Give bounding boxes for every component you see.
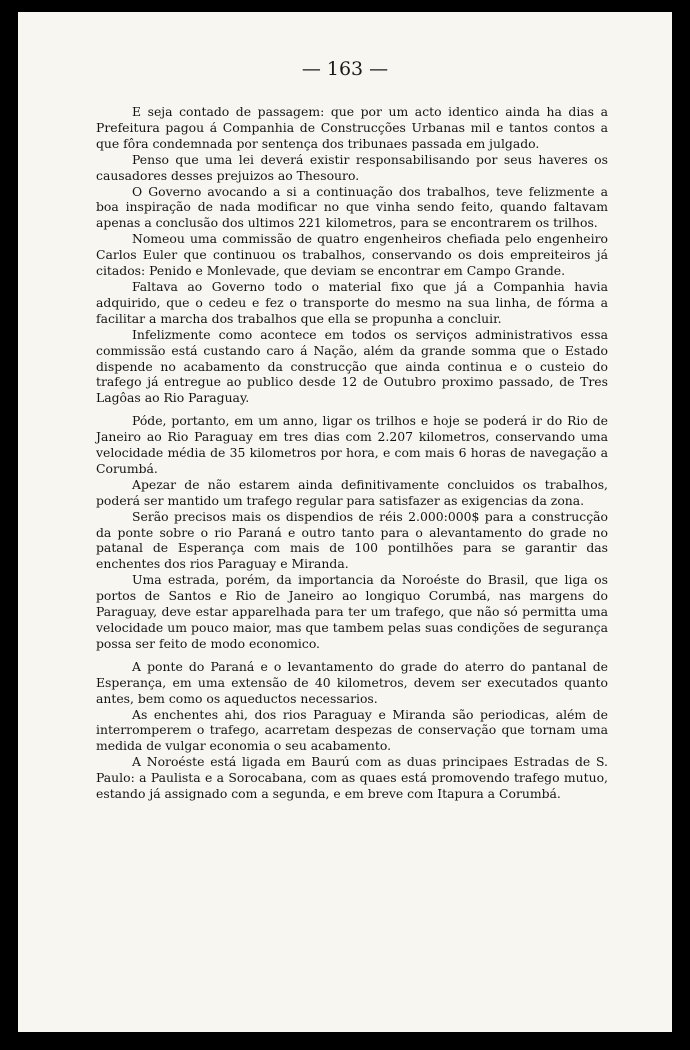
paragraph-12: As enchentes ahi, dos rios Paraguay e Miranda são periodicas, além de interromperem o trafego, acarretam despezas de conservação que tornam uma medida de vulgar economia o seu acabamento. [96, 706, 608, 754]
document-page [18, 12, 672, 1032]
paragraph-7: Póde, portanto, em um anno, ligar os trilhos e hoje se poderá ir do Rio de Janeiro ao Rio Paraguay em tres dias com 2.207 kilometros, conservando uma velocidade média de 35 kilometros por hora, e com mais 6 horas de navegação a Corumbá. [96, 413, 608, 476]
paragraph-5: Faltava ao Governo todo o material fixo que já a Companhia havia adquirido, que o cedeu e fez o transporte do mesmo na sua linha, de fórma a facilitar a marcha dos trabalhos que ella se propunha a concluir. [96, 278, 608, 326]
paragraph-11: A ponte do Paraná e o levantamento do grade do aterro do pantanal de Esperança, em uma extensão de 40 kilometros, devem ser executados quanto antes, bem como os aqueductos necessarios. [96, 658, 608, 706]
page-number: — 163 — [301, 58, 389, 80]
paragraph-6: Infelizmente como acontece em todos os serviços administrativos essa commissão está custando caro á Nação, além da grande somma que o Estado dispende no acabamento da construcção que ainda continua e o custeio do trafego já entregue ao publico desde 12 de Outubro proximo passado, de Tres Lagôas ao Rio Paraguay. [96, 326, 608, 406]
paragraph-1: E seja contado de passagem: que por um acto identico ainda ha dias a Prefeitura pagou á Companhia de Construcções Urbanas mil e tantos contos a que fôra condemnada por sentença dos tribunaes passada em julgado. [96, 104, 608, 151]
paragraph-2: Penso que uma lei deverá existir responsabilisando por seus haveres os causadores desses prejuizos ao Thesouro. [96, 151, 608, 183]
paragraph-8: Apezar de não estarem ainda definitivamente concluidos os trabalhos, poderá ser mantido um trafego regular para satisfazer as exigencias da zona. [96, 476, 608, 508]
paragraph-4: Nomeou uma commissão de quatro engenheiros chefiada pelo engenheiro Carlos Euler que continuou os trabalhos, conservando os dois empreiteiros já citados: Penido e Monlevade, que deviam se encontrar em Campo Grande. [96, 231, 608, 279]
paragraph-9: Serão precisos mais os dispendios de réis 2.000:000$ para a construcção da ponte sobre o rio Paraná e outro tanto para o alevantamento do grade no patanal de Esperança com mais de 100 pontilhões para se garantir das enchentes dos rios Paraguay e Miranda. [96, 508, 608, 572]
paragraph-13: A Noroéste está ligada em Baurú com as duas principaes Estradas de S. Paulo: a Paulista e a Sorocabana, com as quaes está promovendo trafego mutuo, estando já assignado com a segunda, e em breve com Itapura a Corumbá. [96, 754, 608, 802]
paragraph-3: O Governo avocando a si a continuação dos trabalhos, teve felizmente a boa inspiração de nada modificar no que vinha sendo feito, quando faltavam apenas a conclusão dos ultimos 221 kilometros, para se encontrarem os trilhos. [96, 183, 608, 231]
paragraph-10: Uma estrada, porém, da importancia da Noroéste do Brasil, que liga os portos de Santos e Rio de Janeiro ao longiquo Corumbá, nas margens do Paraguay, deve estar apparelhada para ter um trafego, que não só permitta uma velocidade um pouco maior, mas que tambem pelas suas condições de segurança possa ser feito de modo economico. [96, 572, 608, 651]
body-text [96, 104, 608, 802]
